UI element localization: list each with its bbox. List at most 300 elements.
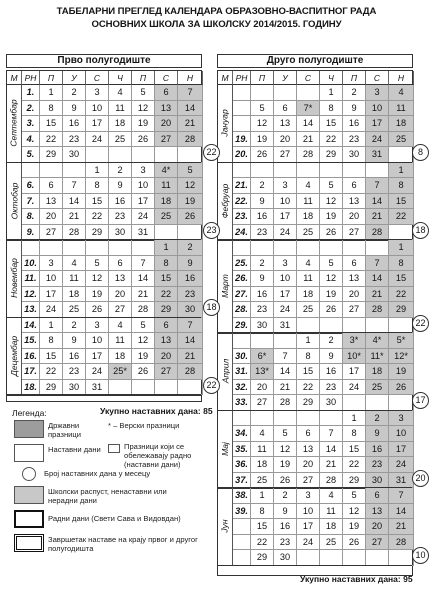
day-cell: 27 bbox=[366, 535, 389, 551]
week-number: 11. bbox=[22, 271, 40, 287]
day-cell bbox=[343, 240, 366, 256]
day-cell: 18 bbox=[297, 287, 320, 303]
week-number bbox=[233, 163, 251, 179]
day-cell: 14 bbox=[274, 364, 297, 380]
day-cell: 27 bbox=[343, 302, 366, 318]
day-cell: 18 bbox=[366, 364, 389, 380]
day-cell: 5 bbox=[251, 101, 274, 117]
month-day-count: 10 bbox=[412, 547, 429, 564]
week-number: 9. bbox=[22, 225, 40, 241]
day-cell bbox=[389, 147, 414, 163]
column-header: П bbox=[132, 71, 155, 85]
day-cell bbox=[389, 225, 414, 241]
day-cell: 15 bbox=[86, 194, 109, 210]
day-cell bbox=[251, 411, 274, 427]
day-cell: 27 bbox=[155, 132, 178, 148]
day-cell: 23 bbox=[251, 225, 274, 241]
day-cell bbox=[297, 85, 320, 101]
day-cell bbox=[366, 395, 389, 411]
day-cell: 12 bbox=[132, 333, 155, 349]
month-label bbox=[7, 240, 22, 318]
week-number: 29. bbox=[233, 318, 251, 334]
day-cell: 7 bbox=[63, 178, 86, 194]
day-cell: 21 bbox=[297, 132, 320, 148]
week-number: 28. bbox=[233, 302, 251, 318]
day-cell: 25 bbox=[389, 132, 414, 148]
day-cell bbox=[132, 240, 155, 256]
day-cell: 22 bbox=[40, 132, 63, 148]
day-cell: 21 bbox=[366, 209, 389, 225]
day-cell: 16 bbox=[251, 209, 274, 225]
semester-2-calendar bbox=[217, 70, 413, 576]
day-cell: 27 bbox=[343, 225, 366, 241]
day-cell: 28 bbox=[178, 132, 203, 148]
day-cell: 20 bbox=[274, 132, 297, 148]
day-cell: 5 bbox=[274, 426, 297, 442]
day-cell bbox=[155, 147, 178, 163]
day-cell: 31 bbox=[86, 380, 109, 396]
day-cell: 22 bbox=[86, 209, 109, 225]
day-cell: 13 bbox=[40, 194, 63, 210]
day-cell bbox=[274, 333, 297, 349]
day-cell: 2 bbox=[320, 333, 343, 349]
day-cell: 5 bbox=[343, 488, 366, 504]
day-cell: 27 bbox=[40, 225, 63, 241]
count-circle-icon bbox=[22, 467, 36, 481]
day-cell: 2 bbox=[109, 163, 132, 179]
day-cell bbox=[178, 147, 203, 163]
day-cell: 30 bbox=[178, 302, 203, 318]
week-number: 7. bbox=[22, 194, 40, 210]
day-cell: 19 bbox=[320, 209, 343, 225]
day-cell: 15 bbox=[320, 116, 343, 132]
day-cell: 1 bbox=[40, 85, 63, 101]
day-cell: 25 bbox=[63, 302, 86, 318]
day-cell: 15 bbox=[389, 271, 414, 287]
day-cell: 20 bbox=[343, 287, 366, 303]
day-cell bbox=[251, 85, 274, 101]
legend-religious-holidays: * – Верски празници bbox=[108, 421, 180, 430]
day-cell: 17 bbox=[274, 287, 297, 303]
day-cell: 14 bbox=[366, 194, 389, 210]
day-cell: 30 bbox=[320, 395, 343, 411]
day-cell: 1 bbox=[297, 333, 320, 349]
day-cell bbox=[297, 318, 320, 334]
month-label bbox=[7, 163, 22, 241]
day-cell: 5 bbox=[178, 163, 203, 179]
day-cell: 25 bbox=[297, 302, 320, 318]
day-cell: 28 bbox=[132, 302, 155, 318]
day-cell: 4 bbox=[320, 488, 343, 504]
day-cell: 26 bbox=[343, 535, 366, 551]
day-cell: 3 bbox=[86, 318, 109, 334]
day-cell: 10 bbox=[274, 271, 297, 287]
day-cell: 13 bbox=[343, 271, 366, 287]
day-cell: 18 bbox=[155, 194, 178, 210]
week-number: 21. bbox=[233, 178, 251, 194]
legend-title: Легенда: bbox=[12, 408, 47, 418]
week-number bbox=[233, 550, 251, 566]
day-cell: 9 bbox=[274, 504, 297, 520]
day-cell: 29 bbox=[155, 302, 178, 318]
week-number: 13. bbox=[22, 302, 40, 318]
day-cell bbox=[320, 550, 343, 566]
day-cell: 26 bbox=[132, 364, 155, 380]
day-cell: 16 bbox=[320, 364, 343, 380]
day-cell: 14 bbox=[63, 194, 86, 210]
day-cell: 12 bbox=[320, 271, 343, 287]
day-cell bbox=[40, 240, 63, 256]
day-cell: 7* bbox=[297, 101, 320, 117]
day-cell: 11 bbox=[297, 194, 320, 210]
day-cell: 6 bbox=[343, 256, 366, 272]
day-cell: 8 bbox=[389, 256, 414, 272]
day-cell: 27 bbox=[155, 364, 178, 380]
day-cell: 9 bbox=[109, 178, 132, 194]
day-cell: 5 bbox=[320, 256, 343, 272]
day-cell: 31 bbox=[274, 318, 297, 334]
day-cell: 23 bbox=[366, 457, 389, 473]
day-cell: 16 bbox=[274, 519, 297, 535]
week-number: 23. bbox=[233, 209, 251, 225]
day-cell bbox=[274, 240, 297, 256]
column-header: С bbox=[86, 71, 109, 85]
day-cell: 15 bbox=[343, 442, 366, 458]
day-cell: 21 bbox=[178, 116, 203, 132]
day-cell: 22 bbox=[155, 287, 178, 303]
semester-2-total-label: Укупно наставних дана: bbox=[300, 574, 401, 584]
week-number bbox=[22, 240, 40, 256]
week-number: 2. bbox=[22, 101, 40, 117]
month-label bbox=[218, 240, 233, 333]
day-cell: 5 bbox=[132, 85, 155, 101]
day-cell: 18 bbox=[109, 349, 132, 365]
day-cell: 16 bbox=[343, 116, 366, 132]
week-number bbox=[233, 519, 251, 535]
day-cell: 1 bbox=[86, 163, 109, 179]
title-line-1: ТАБЕЛАРНИ ПРЕГЛЕД КАЛЕНДАРА ОБРАЗОВНО-ВАСПИТНОГ РАДА bbox=[56, 6, 377, 17]
week-number bbox=[233, 116, 251, 132]
day-cell: 19 bbox=[274, 457, 297, 473]
day-cell: 23 bbox=[343, 132, 366, 148]
month-separator bbox=[7, 394, 201, 396]
day-cell: 2 bbox=[366, 411, 389, 427]
day-cell: 3 bbox=[40, 256, 63, 272]
day-cell: 3 bbox=[366, 85, 389, 101]
day-cell: 12 bbox=[132, 101, 155, 117]
week-number: 35. bbox=[233, 442, 251, 458]
day-cell: 2 bbox=[178, 240, 203, 256]
column-header: П bbox=[251, 71, 274, 85]
week-number: 6. bbox=[22, 178, 40, 194]
day-cell: 16 bbox=[109, 194, 132, 210]
month-label bbox=[218, 333, 233, 411]
day-cell: 7 bbox=[178, 85, 203, 101]
day-cell bbox=[297, 163, 320, 179]
day-cell: 4* bbox=[366, 333, 389, 349]
day-cell: 17 bbox=[86, 116, 109, 132]
day-cell: 29 bbox=[297, 395, 320, 411]
day-cell: 20 bbox=[109, 287, 132, 303]
day-cell: 10 bbox=[389, 426, 414, 442]
day-cell: 2 bbox=[343, 85, 366, 101]
day-cell: 1 bbox=[320, 85, 343, 101]
week-number: 22. bbox=[233, 194, 251, 210]
day-cell: 13 bbox=[343, 194, 366, 210]
day-cell: 28 bbox=[366, 225, 389, 241]
day-cell: 18 bbox=[297, 209, 320, 225]
day-cell: 23 bbox=[178, 287, 203, 303]
column-header: РН bbox=[22, 71, 40, 85]
day-cell: 24 bbox=[366, 132, 389, 148]
day-cell: 5* bbox=[389, 333, 414, 349]
day-cell: 9 bbox=[63, 101, 86, 117]
day-cell: 28 bbox=[389, 535, 414, 551]
column-header: Н bbox=[389, 71, 414, 85]
day-cell: 6 bbox=[297, 426, 320, 442]
day-cell: 26 bbox=[274, 473, 297, 489]
day-cell bbox=[389, 395, 414, 411]
day-cell bbox=[86, 240, 109, 256]
day-cell: 17 bbox=[297, 519, 320, 535]
day-cell: 26 bbox=[132, 132, 155, 148]
month-name: Септембар bbox=[9, 99, 20, 147]
day-cell: 18 bbox=[109, 116, 132, 132]
day-cell: 19 bbox=[320, 287, 343, 303]
day-cell: 24 bbox=[86, 364, 109, 380]
day-cell: 30 bbox=[63, 147, 86, 163]
day-cell: 12 bbox=[274, 442, 297, 458]
day-cell: 28 bbox=[320, 473, 343, 489]
day-cell: 22 bbox=[297, 380, 320, 396]
week-number: 24. bbox=[233, 225, 251, 241]
day-cell: 16 bbox=[366, 442, 389, 458]
week-number: 4. bbox=[22, 132, 40, 148]
day-cell: 11 bbox=[109, 101, 132, 117]
month-label bbox=[218, 85, 233, 163]
column-header: П bbox=[343, 71, 366, 85]
day-cell: 4 bbox=[297, 178, 320, 194]
day-cell: 30 bbox=[251, 318, 274, 334]
day-cell: 9 bbox=[63, 333, 86, 349]
day-cell: 22 bbox=[320, 132, 343, 148]
day-cell: 8 bbox=[40, 333, 63, 349]
day-cell: 9 bbox=[366, 426, 389, 442]
day-cell: 8 bbox=[86, 178, 109, 194]
column-header: С bbox=[297, 71, 320, 85]
day-cell bbox=[274, 411, 297, 427]
week-number: 16. bbox=[22, 349, 40, 365]
day-cell: 28 bbox=[63, 225, 86, 241]
day-cell: 27 bbox=[251, 395, 274, 411]
day-cell: 11 bbox=[109, 333, 132, 349]
week-number: 5. bbox=[22, 147, 40, 163]
day-cell: 7 bbox=[366, 178, 389, 194]
day-cell: 15 bbox=[251, 519, 274, 535]
day-cell: 9 bbox=[251, 194, 274, 210]
day-cell: 31 bbox=[366, 147, 389, 163]
day-cell: 2 bbox=[274, 488, 297, 504]
column-header: РН bbox=[233, 71, 251, 85]
day-cell: 18 bbox=[389, 116, 414, 132]
day-cell: 12 bbox=[320, 194, 343, 210]
month-day-count: 8 bbox=[412, 144, 429, 161]
day-cell: 12 bbox=[251, 116, 274, 132]
day-cell: 6 bbox=[155, 318, 178, 334]
day-cell: 2 bbox=[63, 318, 86, 334]
week-number: 10. bbox=[22, 256, 40, 272]
month-day-count: 22 bbox=[412, 315, 429, 332]
month-day-count: 20 bbox=[412, 470, 429, 487]
day-cell: 9 bbox=[251, 271, 274, 287]
semester-1-calendar bbox=[6, 70, 202, 402]
day-cell: 25 bbox=[320, 535, 343, 551]
day-cell: 29 bbox=[320, 147, 343, 163]
week-number: 25. bbox=[233, 256, 251, 272]
day-cell: 19 bbox=[86, 287, 109, 303]
day-cell: 21 bbox=[63, 209, 86, 225]
column-header: Ч bbox=[320, 71, 343, 85]
day-cell: 23 bbox=[274, 535, 297, 551]
day-cell: 7 bbox=[389, 488, 414, 504]
week-number: 36. bbox=[233, 457, 251, 473]
day-cell: 14 bbox=[389, 504, 414, 520]
week-number bbox=[233, 101, 251, 117]
week-number: 19. bbox=[233, 132, 251, 148]
day-cell: 4 bbox=[109, 318, 132, 334]
holiday-break-swatch bbox=[14, 486, 44, 504]
day-cell: 21 bbox=[366, 287, 389, 303]
day-cell: 26 bbox=[251, 147, 274, 163]
day-cell: 19 bbox=[132, 116, 155, 132]
day-cell: 29 bbox=[86, 225, 109, 241]
day-cell: 28 bbox=[274, 395, 297, 411]
week-number: 1. bbox=[22, 85, 40, 101]
semester-2-total-value: 95 bbox=[403, 574, 413, 584]
day-cell: 13 bbox=[155, 101, 178, 117]
day-cell: 18 bbox=[320, 519, 343, 535]
day-cell: 14 bbox=[132, 271, 155, 287]
day-cell: 6 bbox=[109, 256, 132, 272]
day-cell bbox=[274, 163, 297, 179]
day-cell bbox=[251, 163, 274, 179]
day-cell: 10 bbox=[40, 271, 63, 287]
day-cell: 20 bbox=[366, 519, 389, 535]
day-cell: 27 bbox=[109, 302, 132, 318]
column-header: Ч bbox=[109, 71, 132, 85]
day-cell: 24 bbox=[40, 302, 63, 318]
day-cell: 4* bbox=[155, 163, 178, 179]
legend-working-days: Радни дани (Свети Сава и Видовдан) bbox=[48, 514, 181, 523]
day-cell: 31 bbox=[389, 473, 414, 489]
legend-religious-text: Верски празници bbox=[119, 421, 180, 430]
day-cell bbox=[297, 550, 320, 566]
day-cell bbox=[155, 225, 178, 241]
day-cell: 6 bbox=[40, 178, 63, 194]
day-cell: 12* bbox=[389, 349, 414, 365]
day-cell: 1 bbox=[251, 488, 274, 504]
column-header: У bbox=[63, 71, 86, 85]
day-cell: 15 bbox=[40, 116, 63, 132]
day-cell: 10 bbox=[86, 101, 109, 117]
page-title bbox=[0, 6, 433, 31]
day-cell: 6 bbox=[366, 488, 389, 504]
day-cell: 15 bbox=[389, 194, 414, 210]
day-cell: 21 bbox=[274, 380, 297, 396]
day-cell: 4 bbox=[109, 85, 132, 101]
month-day-count: 18 bbox=[412, 222, 429, 239]
day-cell bbox=[389, 550, 414, 566]
day-cell: 3 bbox=[297, 488, 320, 504]
working-day-swatch bbox=[14, 510, 44, 528]
day-cell: 1 bbox=[40, 318, 63, 334]
day-cell: 24 bbox=[389, 457, 414, 473]
day-cell: 11 bbox=[63, 271, 86, 287]
day-cell: 26 bbox=[320, 302, 343, 318]
day-cell: 8 bbox=[343, 426, 366, 442]
week-number bbox=[233, 240, 251, 256]
day-cell: 15 bbox=[40, 349, 63, 365]
day-cell: 24 bbox=[274, 302, 297, 318]
day-cell: 23 bbox=[63, 364, 86, 380]
week-number: 20. bbox=[233, 147, 251, 163]
work-holiday-swatch bbox=[108, 444, 120, 453]
month-name: Април bbox=[220, 358, 231, 384]
day-cell: 25 bbox=[366, 380, 389, 396]
day-cell: 23 bbox=[320, 380, 343, 396]
semester-1-total bbox=[100, 406, 213, 416]
day-cell bbox=[251, 240, 274, 256]
day-cell: 28 bbox=[366, 302, 389, 318]
day-cell: 14 bbox=[320, 442, 343, 458]
day-cell: 10 bbox=[366, 101, 389, 117]
day-cell: 22 bbox=[389, 209, 414, 225]
day-cell: 25* bbox=[109, 364, 132, 380]
day-cell: 22 bbox=[40, 364, 63, 380]
day-cell: 16 bbox=[251, 287, 274, 303]
day-cell: 13 bbox=[155, 333, 178, 349]
day-cell: 26 bbox=[320, 225, 343, 241]
day-cell: 11 bbox=[297, 271, 320, 287]
day-cell: 3* bbox=[343, 333, 366, 349]
semester-2-total bbox=[300, 574, 413, 584]
day-cell: 17 bbox=[366, 116, 389, 132]
column-header: М bbox=[7, 71, 22, 85]
week-number: 18. bbox=[22, 380, 40, 396]
day-cell: 22 bbox=[251, 535, 274, 551]
day-cell: 25 bbox=[297, 225, 320, 241]
day-cell: 19 bbox=[251, 132, 274, 148]
day-cell: 4 bbox=[63, 256, 86, 272]
day-cell: 10 bbox=[132, 178, 155, 194]
day-cell bbox=[40, 163, 63, 179]
month-name: Октобар bbox=[9, 182, 20, 220]
day-cell: 3 bbox=[274, 256, 297, 272]
day-cell bbox=[297, 240, 320, 256]
day-cell bbox=[178, 225, 203, 241]
day-cell: 10 bbox=[297, 504, 320, 520]
day-cell bbox=[343, 318, 366, 334]
month-name: Децембар bbox=[9, 335, 19, 376]
day-cell: 3 bbox=[389, 411, 414, 427]
state-holiday-swatch bbox=[14, 420, 44, 438]
day-cell bbox=[178, 380, 203, 396]
day-cell: 30 bbox=[343, 147, 366, 163]
day-cell: 17 bbox=[274, 209, 297, 225]
day-cell: 29 bbox=[40, 147, 63, 163]
teaching-day-swatch bbox=[14, 444, 44, 462]
day-cell: 22 bbox=[389, 287, 414, 303]
